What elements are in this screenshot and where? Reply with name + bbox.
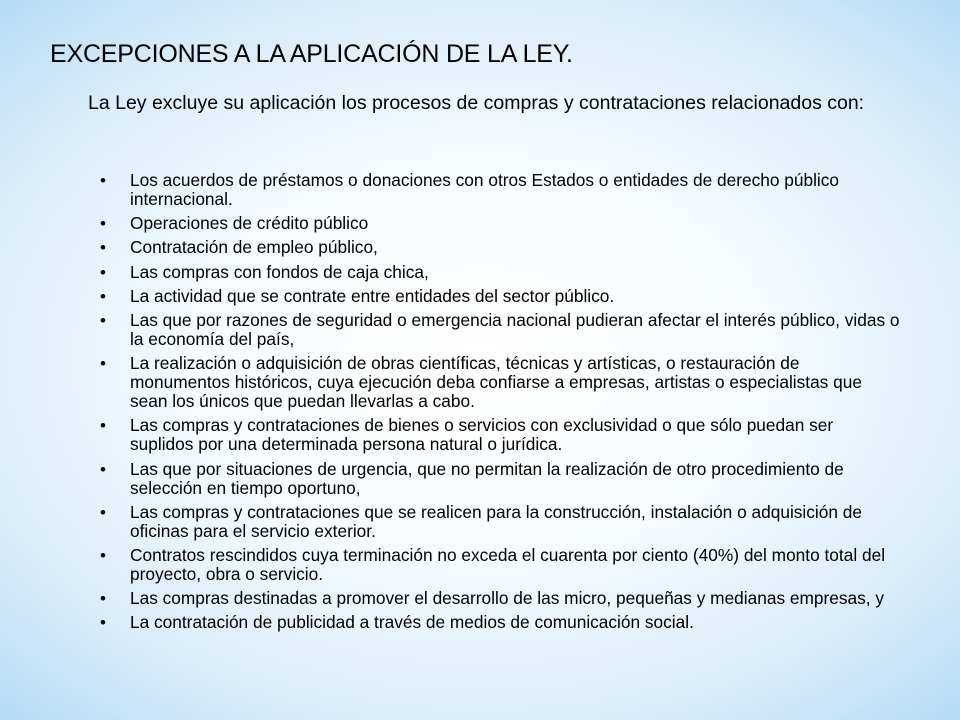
bullet-icon: • (100, 171, 106, 190)
list-item (100, 171, 900, 209)
list-item-text: Las compras con fondos de caja chica, (130, 261, 429, 282)
list-item (100, 263, 900, 282)
bullet-icon: • (100, 545, 106, 565)
bullet-icon: • (100, 310, 106, 330)
list-item-text: Las compras y contrataciones que se realicen para la construcción, instalación o adquisición de oficinas para el servicio exterior. (130, 501, 862, 541)
bullet-icon: • (100, 613, 106, 633)
list-item-text: La actividad que se contrate entre entidades del sector público. (130, 285, 615, 306)
list-item-text: Contratos rescindidos cuya terminación no exceda el cuarenta por ciento (40%) del monto total del proyecto, obra o servicio. (130, 544, 886, 584)
list-item-text: Las que por situaciones de urgencia, que no permitan la realización de otro procedimiento de selección en tiempo oportuno, (130, 458, 844, 498)
list-item (100, 589, 900, 608)
bullet-icon: • (100, 286, 106, 306)
list-item-text: Las compras destinadas a promover el desarrollo de las micro, pequeñas y medianas empresas, y (130, 588, 885, 609)
intro-text: La Ley excluye su aplicación los procesos de compras y contrataciones relacionados con: (88, 92, 865, 114)
list-item-text: La realización o adquisición de obras científicas, técnicas y artísticas, o restauración de monumentos históricos, cuya ejecución deba confiarse a empresas, artistas o especialistas que sean los únicos que puedan llevarlas a cabo. (130, 353, 862, 412)
list-item (100, 503, 900, 541)
list-item (100, 546, 900, 584)
list-item (100, 613, 900, 632)
bullet-icon: • (100, 416, 106, 436)
list-item-text: La contratación de publicidad a través de medios de comunicación social. (130, 612, 694, 633)
slide-title: EXCEPCIONES A LA APLICACIÓN DE LA LEY. (50, 40, 573, 68)
bullet-icon: • (100, 262, 106, 282)
list-item (100, 214, 900, 233)
bullet-icon: • (100, 589, 106, 609)
list-item (100, 416, 900, 454)
list-item (100, 460, 900, 498)
bullet-icon: • (100, 502, 106, 522)
bullet-icon: • (100, 214, 106, 234)
list-item (100, 238, 900, 257)
bullet-icon: • (100, 354, 106, 374)
list-item (100, 311, 900, 349)
bullet-icon: • (100, 459, 106, 479)
list-item-text: Las compras y contrataciones de bienes o servicios con exclusividad o que sólo puedan ser suplidos por una determinada persona natural o jurídica. (130, 415, 834, 455)
list-item-text: Las que por razones de seguridad o emergencia nacional pudieran afectar el interés público, vidas o la economía del país, (130, 309, 900, 349)
exceptions-list (100, 171, 900, 637)
list-item-text: Contratación de empleo público, (130, 237, 378, 258)
list-item (100, 354, 900, 411)
list-item (100, 287, 900, 306)
list-item-text: Los acuerdos de préstamos o donaciones con otros Estados o entidades de derecho público internacional. (130, 170, 839, 209)
bullet-icon: • (100, 238, 106, 258)
list-item-text: Operaciones de crédito público (130, 213, 369, 234)
